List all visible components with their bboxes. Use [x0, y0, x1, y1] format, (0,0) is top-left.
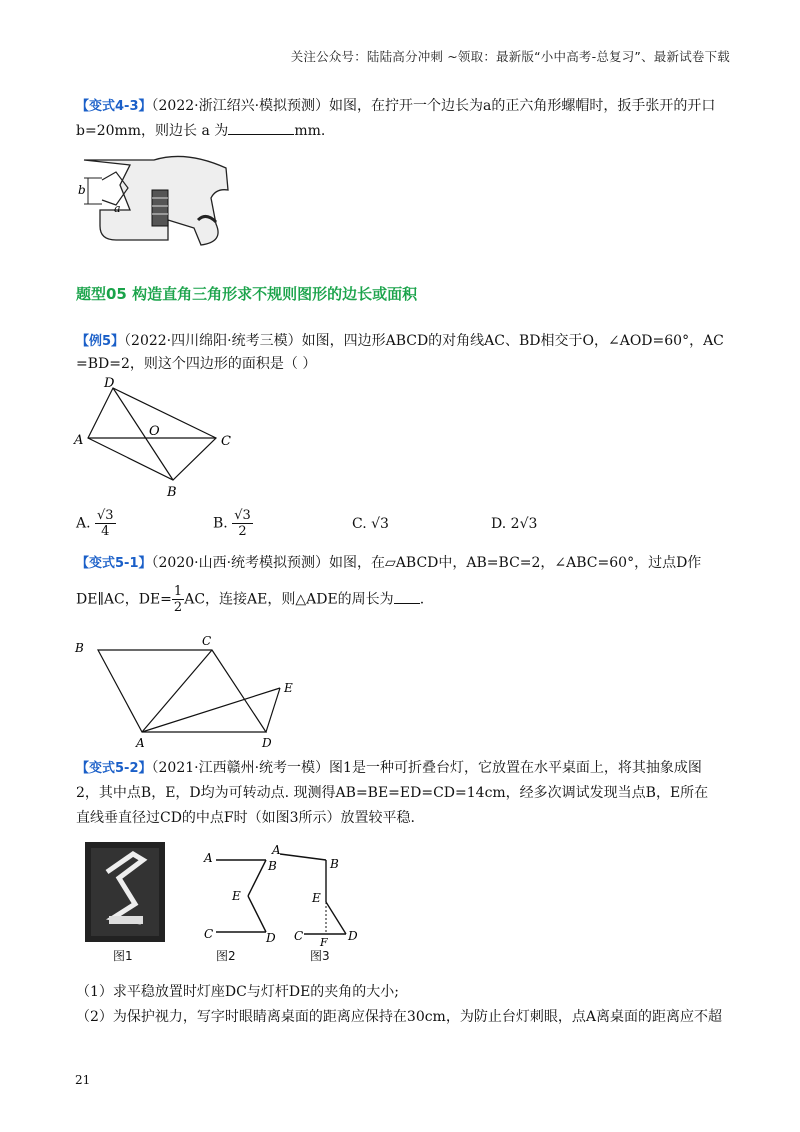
- ex5-option-c[interactable]: C. √3: [352, 516, 389, 532]
- fig2-label-A: A: [204, 851, 213, 865]
- q51-tag: 【变式5-1】: [76, 556, 152, 571]
- q52-line1: [76, 758, 702, 779]
- section-title-05: 题型05 构造直角三角形求不规则图形的边长或面积: [76, 285, 418, 303]
- lamp-diagrams: [196, 842, 376, 952]
- fig3-label-E: E: [312, 891, 321, 905]
- label-B: B: [75, 641, 84, 655]
- q52-line2: 2，其中点B，E，D均为可转动点. 现测得AB=BE=ED=CD=14cm，经多次调试发现当点B，E所在: [76, 785, 709, 801]
- parallelogram-abcd-figure: [70, 632, 300, 750]
- label-E: E: [284, 681, 293, 695]
- fig2-caption: 图2: [216, 949, 236, 963]
- page-header: 关注公众号：陆陆高分冲刺 ~领取：最新版“小中高考-总复习”、最新试卷下载: [290, 49, 730, 64]
- q51-answer-blank[interactable]: [394, 589, 420, 604]
- fig1-caption: 图1: [113, 949, 133, 963]
- label-B: B: [167, 485, 177, 500]
- wrench-figure: [76, 150, 236, 250]
- q52-tag: 【变式5-2】: [76, 761, 152, 776]
- label-A: A: [136, 736, 145, 750]
- label-O: O: [149, 424, 160, 439]
- fig3-label-A: A: [272, 843, 281, 857]
- q43-text2b: mm.: [294, 123, 326, 139]
- ex5-tag: 【例5】: [76, 334, 125, 349]
- q52-line3: 直线垂直径过CD的中点F时（如图3所示）放置较平稳.: [76, 810, 416, 826]
- lamp-photo: [85, 842, 165, 942]
- fig2-label-E: E: [232, 889, 241, 903]
- ex5-option-d[interactable]: D. 2√3: [491, 516, 538, 532]
- q52-source: （2021·江西赣州·统考一模）: [151, 760, 330, 776]
- q43-tag: 【变式4-3】: [76, 99, 152, 114]
- fig2-label-C: C: [204, 927, 214, 941]
- q52-subquestion-2: （2）为保护视力，写字时眼睛离桌面的距离应保持在30cm，为防止台灯刺眼，点A离桌面的距离应不超: [76, 1009, 722, 1025]
- fig3-label-C: C: [294, 929, 304, 943]
- q51-source: （2020·山西·统考模拟预测）: [151, 555, 330, 571]
- q52-subquestion-1: （1）求平稳放置时灯座DC与灯杆DE的夹角的大小;: [76, 984, 400, 1000]
- label-D: D: [104, 376, 115, 391]
- fig3-label-B: B: [330, 857, 339, 871]
- ex5-source: （2022·四川绵阳·统考三模）: [124, 333, 302, 349]
- fig3-label-F: F: [320, 936, 328, 949]
- quadrilateral-abcd-figure: [70, 376, 240, 501]
- fig-label-a: a: [114, 202, 121, 215]
- label-C: C: [221, 434, 231, 449]
- ex5-option-b[interactable]: B. $\frac{√3}{2}$: [213, 508, 251, 539]
- q43-text2a: b=20mm，则边长 a 为: [76, 123, 229, 139]
- ex5-option-a[interactable]: A. $\frac{√3}{4}$: [76, 508, 114, 539]
- fig-label-b: b: [78, 183, 86, 197]
- q51-text1: 如图，在▱ABCD中，AB=BC=2，∠ABC=60°，过点D作: [329, 555, 702, 571]
- fig2-label-B: B: [268, 859, 277, 873]
- label-C: C: [202, 634, 212, 648]
- fig2-label-D: D: [266, 931, 276, 945]
- label-A: A: [74, 433, 84, 448]
- ex5-text1: 如图，四边形ABCD的对角线AC、BD相交于O，∠AOD=60°，AC: [301, 333, 724, 349]
- q51-line1: [76, 553, 701, 574]
- q43-line1: [76, 96, 715, 117]
- q43-answer-blank[interactable]: [228, 120, 294, 135]
- page-number: 21: [75, 1073, 91, 1087]
- fig3-label-D: D: [348, 929, 358, 943]
- q51-line2: DE∥AC，DE= $\frac{1}{2}$ AC，连接AE，则△ADE的周长为 .: [76, 584, 425, 615]
- label-D: D: [262, 736, 272, 750]
- ex5-line2: =BD=2，则这个四边形的面积是（ ）: [76, 356, 317, 372]
- q43-line2: [76, 120, 325, 141]
- fig3-caption: 图3: [310, 949, 330, 963]
- ex5-line1: [76, 331, 724, 352]
- q43-text1: 如图，在拧开一个边长为a的正六角形螺帽时，扳手张开的开口: [329, 98, 716, 114]
- q52-text1: 图1是一种可折叠台灯，它放置在水平桌面上，将其抽象成图: [329, 760, 702, 776]
- q43-source: （2022·浙江绍兴·模拟预测）: [151, 98, 330, 114]
